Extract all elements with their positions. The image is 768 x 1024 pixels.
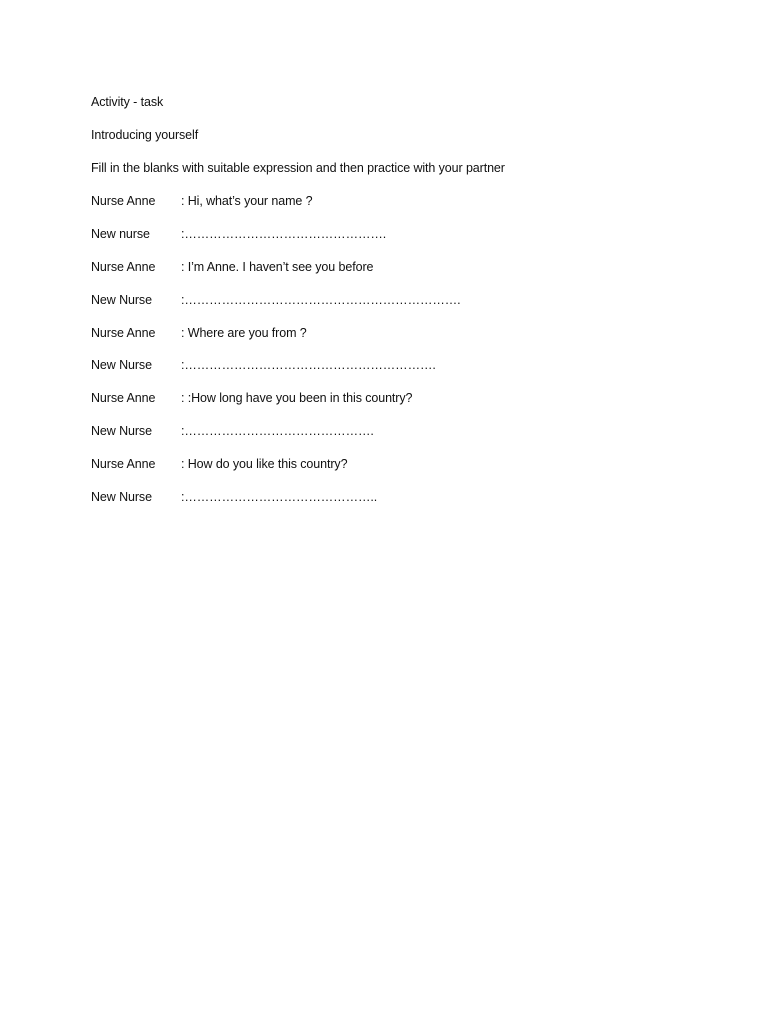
- dialogue-speaker: Nurse Anne: [91, 457, 156, 471]
- dialogue-speaker: New Nurse: [91, 358, 152, 372]
- dialogue-line: : I’m Anne. I haven’t see you before: [181, 260, 374, 274]
- answer-blank: :…………………………………………………….: [181, 358, 436, 372]
- answer-blank: :………………………………………….: [181, 227, 387, 241]
- dialogue-speaker: Nurse Anne: [91, 391, 156, 405]
- dialogue-speaker: Nurse Anne: [91, 260, 156, 274]
- answer-blank: :………………………………………..: [181, 490, 378, 504]
- dialogue-line: : :How long have you been in this country?: [181, 391, 413, 405]
- answer-blank: :………………………………………………………….: [181, 293, 461, 307]
- activity-heading: Activity - task: [91, 95, 164, 109]
- answer-blank: :……………………………………….: [181, 424, 374, 438]
- dialogue-speaker: Nurse Anne: [91, 194, 156, 208]
- topic-heading: Introducing yourself: [91, 128, 199, 142]
- dialogue-speaker: New Nurse: [91, 490, 152, 504]
- dialogue-line: : Hi, what’s your name ?: [181, 194, 313, 208]
- dialogue-speaker: New Nurse: [91, 424, 152, 438]
- dialogue-line: : How do you like this country?: [181, 457, 348, 471]
- dialogue-speaker: Nurse Anne: [91, 326, 156, 340]
- dialogue-speaker: New Nurse: [91, 293, 152, 307]
- instruction-text: Fill in the blanks with suitable expression and then practice with your partner: [91, 161, 505, 175]
- dialogue-line: : Where are you from ?: [181, 326, 307, 340]
- dialogue-speaker: New nurse: [91, 227, 150, 241]
